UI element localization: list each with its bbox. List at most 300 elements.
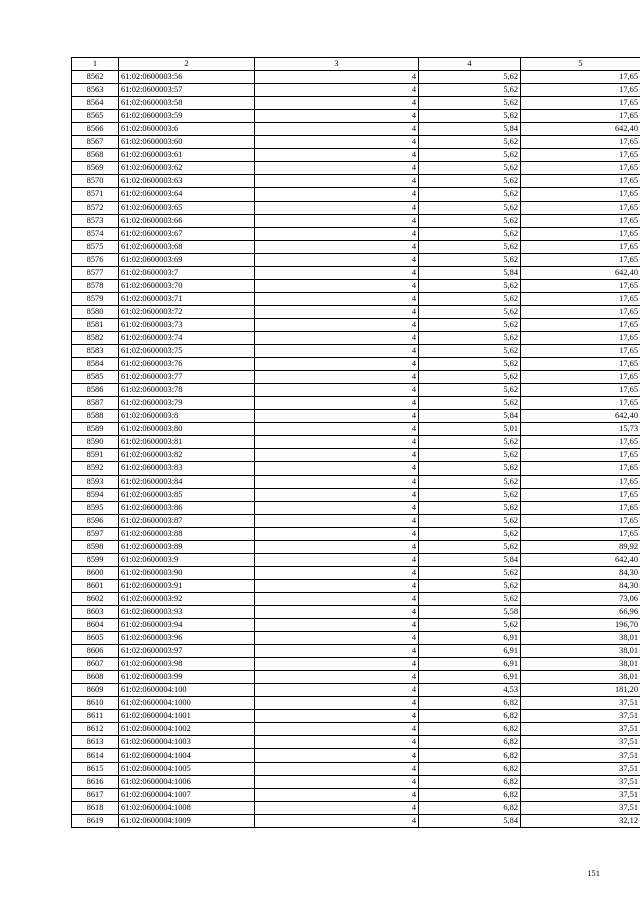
col4-cell: 6,82 <box>419 723 521 736</box>
table-row <box>72 331 640 344</box>
col3-cell: 4 <box>255 501 419 514</box>
col3-cell: 4 <box>255 162 419 175</box>
col5-cell: 17,65 <box>521 436 640 449</box>
col4-cell: 5,62 <box>419 253 521 266</box>
col4-cell: 5,84 <box>419 266 521 279</box>
cadastral-number-cell: 61:02:0600004:1008 <box>119 801 255 814</box>
row-number-cell: 8619 <box>72 814 119 827</box>
cadastral-number-cell: 61:02:0600003:68 <box>119 240 255 253</box>
col4-cell: 5,62 <box>419 579 521 592</box>
col5-cell: 17,65 <box>521 214 640 227</box>
col5-cell: 37,51 <box>521 749 640 762</box>
col3-cell: 4 <box>255 110 419 123</box>
table-row <box>72 749 640 762</box>
table-row <box>72 214 640 227</box>
col4-cell: 5,62 <box>419 71 521 84</box>
col5-cell: 17,65 <box>521 305 640 318</box>
col4-cell: 5,62 <box>419 84 521 97</box>
col3-cell: 4 <box>255 736 419 749</box>
col3-cell: 4 <box>255 762 419 775</box>
col4-cell: 5,62 <box>419 175 521 188</box>
row-number-cell: 8616 <box>72 775 119 788</box>
col5-cell: 642,40 <box>521 553 640 566</box>
row-number-cell: 8568 <box>72 149 119 162</box>
col4-cell: 6,91 <box>419 658 521 671</box>
row-number-cell: 8597 <box>72 527 119 540</box>
cadastral-number-cell: 61:02:0600003:96 <box>119 632 255 645</box>
col3-cell: 4 <box>255 488 419 501</box>
col5-cell: 17,65 <box>521 188 640 201</box>
cadastral-number-cell: 61:02:0600004:1003 <box>119 736 255 749</box>
cadastral-number-cell: 61:02:0600004:1001 <box>119 710 255 723</box>
table-row <box>72 136 640 149</box>
col4-cell: 5,62 <box>419 619 521 632</box>
col3-cell: 4 <box>255 462 419 475</box>
row-number-cell: 8606 <box>72 645 119 658</box>
cadastral-number-cell: 61:02:0600004:1002 <box>119 723 255 736</box>
cadastral-number-cell: 61:02:0600003:94 <box>119 619 255 632</box>
col5-cell: 17,65 <box>521 227 640 240</box>
col3-cell: 4 <box>255 671 419 684</box>
col4-cell: 6,91 <box>419 632 521 645</box>
col3-cell: 4 <box>255 71 419 84</box>
col5-cell: 17,65 <box>521 136 640 149</box>
cadastral-number-cell: 61:02:0600003:8 <box>119 410 255 423</box>
cadastral-number-cell: 61:02:0600003:78 <box>119 384 255 397</box>
row-number-cell: 8598 <box>72 540 119 553</box>
row-number-cell: 8562 <box>72 71 119 84</box>
row-number-cell: 8610 <box>72 697 119 710</box>
table-row <box>72 645 640 658</box>
row-number-cell: 8577 <box>72 266 119 279</box>
col3-cell: 4 <box>255 136 419 149</box>
col5-cell: 17,65 <box>521 149 640 162</box>
col3-cell: 4 <box>255 658 419 671</box>
col4-cell: 5,62 <box>419 149 521 162</box>
col5-cell: 89,92 <box>521 540 640 553</box>
header-cell-col1: 1 <box>72 58 119 71</box>
col3-cell: 4 <box>255 227 419 240</box>
col4-cell: 5,62 <box>419 449 521 462</box>
table-row <box>72 540 640 553</box>
table-row <box>72 305 640 318</box>
col5-cell: 196,70 <box>521 619 640 632</box>
cadastral-number-cell: 61:02:0600003:61 <box>119 149 255 162</box>
col4-cell: 6,91 <box>419 645 521 658</box>
row-number-cell: 8607 <box>72 658 119 671</box>
table-row <box>72 605 640 618</box>
col5-cell: 37,51 <box>521 736 640 749</box>
cadastral-number-cell: 61:02:0600003:85 <box>119 488 255 501</box>
col3-cell: 4 <box>255 475 419 488</box>
col3-cell: 4 <box>255 605 419 618</box>
col3-cell: 4 <box>255 397 419 410</box>
row-number-cell: 8573 <box>72 214 119 227</box>
col5-cell: 17,65 <box>521 292 640 305</box>
table-row <box>72 266 640 279</box>
col4-cell: 5,62 <box>419 345 521 358</box>
table-row <box>72 436 640 449</box>
row-number-cell: 8612 <box>72 723 119 736</box>
row-number-cell: 8611 <box>72 710 119 723</box>
header-row <box>72 58 640 71</box>
cadastral-number-cell: 61:02:0600003:93 <box>119 605 255 618</box>
cadastral-number-cell: 61:02:0600003:73 <box>119 318 255 331</box>
table-row <box>72 697 640 710</box>
col3-cell: 4 <box>255 527 419 540</box>
row-number-cell: 8567 <box>72 136 119 149</box>
col4-cell: 4,53 <box>419 684 521 697</box>
col5-cell: 17,65 <box>521 201 640 214</box>
col5-cell: 17,65 <box>521 449 640 462</box>
col5-cell: 17,65 <box>521 384 640 397</box>
row-number-cell: 8617 <box>72 788 119 801</box>
table-row <box>72 345 640 358</box>
cadastral-number-cell: 61:02:0600003:72 <box>119 305 255 318</box>
table-row <box>72 97 640 110</box>
col5-cell: 642,40 <box>521 266 640 279</box>
col3-cell: 4 <box>255 292 419 305</box>
cadastral-number-cell: 61:02:0600003:76 <box>119 358 255 371</box>
col3-cell: 4 <box>255 410 419 423</box>
header-cell-col3: 3 <box>255 58 419 71</box>
col4-cell: 6,82 <box>419 697 521 710</box>
col4-cell: 5,62 <box>419 566 521 579</box>
col5-cell: 17,65 <box>521 527 640 540</box>
col3-cell: 4 <box>255 449 419 462</box>
col5-cell: 32,12 <box>521 814 640 827</box>
col4-cell: 6,82 <box>419 775 521 788</box>
cadastral-number-cell: 61:02:0600003:84 <box>119 475 255 488</box>
row-number-cell: 8574 <box>72 227 119 240</box>
table-body <box>72 71 640 828</box>
col3-cell: 4 <box>255 201 419 214</box>
col4-cell: 5,84 <box>419 410 521 423</box>
col5-cell: 17,65 <box>521 331 640 344</box>
col3-cell: 4 <box>255 540 419 553</box>
row-number-cell: 8602 <box>72 592 119 605</box>
cadastral-number-cell: 61:02:0600003:9 <box>119 553 255 566</box>
col4-cell: 5,84 <box>419 553 521 566</box>
col4-cell: 6,82 <box>419 788 521 801</box>
col4-cell: 5,62 <box>419 592 521 605</box>
cadastral-number-cell: 61:02:0600004:1004 <box>119 749 255 762</box>
row-number-cell: 8564 <box>72 97 119 110</box>
row-number-cell: 8584 <box>72 358 119 371</box>
row-number-cell: 8583 <box>72 345 119 358</box>
col3-cell: 4 <box>255 371 419 384</box>
cadastral-number-cell: 61:02:0600003:80 <box>119 423 255 436</box>
col3-cell: 4 <box>255 318 419 331</box>
col5-cell: 84,30 <box>521 566 640 579</box>
row-number-cell: 8590 <box>72 436 119 449</box>
table-row <box>72 384 640 397</box>
col5-cell: 37,51 <box>521 697 640 710</box>
row-number-cell: 8576 <box>72 253 119 266</box>
table-row <box>72 736 640 749</box>
col4-cell: 5,01 <box>419 423 521 436</box>
row-number-cell: 8614 <box>72 749 119 762</box>
col5-cell: 17,65 <box>521 97 640 110</box>
col3-cell: 4 <box>255 123 419 136</box>
row-number-cell: 8572 <box>72 201 119 214</box>
col4-cell: 5,62 <box>419 162 521 175</box>
table-row <box>72 475 640 488</box>
col5-cell: 17,65 <box>521 162 640 175</box>
col3-cell: 4 <box>255 358 419 371</box>
row-number-cell: 8603 <box>72 605 119 618</box>
col3-cell: 4 <box>255 579 419 592</box>
col5-cell: 642,40 <box>521 410 640 423</box>
col5-cell: 66,96 <box>521 605 640 618</box>
col5-cell: 17,65 <box>521 240 640 253</box>
col3-cell: 4 <box>255 645 419 658</box>
col5-cell: 17,65 <box>521 462 640 475</box>
col5-cell: 17,65 <box>521 501 640 514</box>
col3-cell: 4 <box>255 775 419 788</box>
col3-cell: 4 <box>255 253 419 266</box>
cadastral-number-cell: 61:02:0600003:60 <box>119 136 255 149</box>
col3-cell: 4 <box>255 749 419 762</box>
cadastral-number-cell: 61:02:0600003:56 <box>119 71 255 84</box>
row-number-cell: 8615 <box>72 762 119 775</box>
cadastral-number-cell: 61:02:0600003:65 <box>119 201 255 214</box>
cadastral-number-cell: 61:02:0600003:6 <box>119 123 255 136</box>
table-header <box>72 58 640 71</box>
col4-cell: 5,62 <box>419 318 521 331</box>
col3-cell: 4 <box>255 514 419 527</box>
cadastral-number-cell: 61:02:0600004:1009 <box>119 814 255 827</box>
row-number-cell: 8569 <box>72 162 119 175</box>
col3-cell: 4 <box>255 149 419 162</box>
row-number-cell: 8565 <box>72 110 119 123</box>
table-row <box>72 553 640 566</box>
cadastral-number-cell: 61:02:0600003:59 <box>119 110 255 123</box>
table-row <box>72 592 640 605</box>
col4-cell: 5,62 <box>419 201 521 214</box>
row-number-cell: 8589 <box>72 423 119 436</box>
cadastral-number-cell: 61:02:0600003:67 <box>119 227 255 240</box>
col3-cell: 4 <box>255 710 419 723</box>
cadastral-number-cell: 61:02:0600003:71 <box>119 292 255 305</box>
cadastral-number-cell: 61:02:0600003:83 <box>119 462 255 475</box>
cadastral-number-cell: 61:02:0600003:86 <box>119 501 255 514</box>
cadastral-number-cell: 61:02:0600003:81 <box>119 436 255 449</box>
cadastral-number-cell: 61:02:0600003:64 <box>119 188 255 201</box>
col5-cell: 15,73 <box>521 423 640 436</box>
row-number-cell: 8566 <box>72 123 119 136</box>
row-number-cell: 8575 <box>72 240 119 253</box>
col3-cell: 4 <box>255 188 419 201</box>
col3-cell: 4 <box>255 632 419 645</box>
table-row <box>72 814 640 827</box>
cadastral-number-cell: 61:02:0600003:79 <box>119 397 255 410</box>
col3-cell: 4 <box>255 788 419 801</box>
table-row <box>72 162 640 175</box>
cadastral-number-cell: 61:02:0600003:99 <box>119 671 255 684</box>
col3-cell: 4 <box>255 436 419 449</box>
col5-cell: 37,51 <box>521 723 640 736</box>
col4-cell: 5,62 <box>419 540 521 553</box>
cadastral-number-cell: 61:02:0600003:91 <box>119 579 255 592</box>
col3-cell: 4 <box>255 84 419 97</box>
row-number-cell: 8585 <box>72 371 119 384</box>
col4-cell: 5,62 <box>419 436 521 449</box>
col4-cell: 5,58 <box>419 605 521 618</box>
col5-cell: 37,51 <box>521 788 640 801</box>
row-number-cell: 8595 <box>72 501 119 514</box>
col4-cell: 5,62 <box>419 358 521 371</box>
col5-cell: 37,51 <box>521 710 640 723</box>
cadastral-number-cell: 61:02:0600003:82 <box>119 449 255 462</box>
col4-cell: 5,62 <box>419 462 521 475</box>
col3-cell: 4 <box>255 384 419 397</box>
table-row <box>72 84 640 97</box>
table-row <box>72 358 640 371</box>
cadastral-number-cell: 61:02:0600004:1005 <box>119 762 255 775</box>
col5-cell: 84,30 <box>521 579 640 592</box>
cadastral-number-cell: 61:02:0600004:1000 <box>119 697 255 710</box>
cadastral-number-cell: 61:02:0600003:87 <box>119 514 255 527</box>
col5-cell: 642,40 <box>521 123 640 136</box>
col5-cell: 17,65 <box>521 475 640 488</box>
col4-cell: 5,62 <box>419 110 521 123</box>
row-number-cell: 8596 <box>72 514 119 527</box>
col4-cell: 5,62 <box>419 527 521 540</box>
cadastral-number-cell: 61:02:0600003:62 <box>119 162 255 175</box>
row-number-cell: 8571 <box>72 188 119 201</box>
row-number-cell: 8594 <box>72 488 119 501</box>
table-row <box>72 110 640 123</box>
col5-cell: 17,65 <box>521 488 640 501</box>
col5-cell: 37,51 <box>521 775 640 788</box>
cadastral-number-cell: 61:02:0600004:1006 <box>119 775 255 788</box>
table-row <box>72 279 640 292</box>
col5-cell: 17,65 <box>521 253 640 266</box>
cadastral-number-cell: 61:02:0600003:97 <box>119 645 255 658</box>
row-number-cell: 8581 <box>72 318 119 331</box>
cadastral-number-cell: 61:02:0600003:70 <box>119 279 255 292</box>
header-cell-col2: 2 <box>119 58 255 71</box>
col4-cell: 5,62 <box>419 214 521 227</box>
row-number-cell: 8601 <box>72 579 119 592</box>
table-row <box>72 410 640 423</box>
cadastral-number-cell: 61:02:0600003:77 <box>119 371 255 384</box>
col4-cell: 5,62 <box>419 188 521 201</box>
cadastral-number-cell: 61:02:0600004:100 <box>119 684 255 697</box>
cadastral-number-cell: 61:02:0600003:57 <box>119 84 255 97</box>
table-row <box>72 684 640 697</box>
col4-cell: 5,62 <box>419 240 521 253</box>
col5-cell: 181,20 <box>521 684 640 697</box>
col5-cell: 38,01 <box>521 671 640 684</box>
col4-cell: 5,62 <box>419 331 521 344</box>
row-number-cell: 8563 <box>72 84 119 97</box>
col5-cell: 17,65 <box>521 175 640 188</box>
col5-cell: 17,65 <box>521 345 640 358</box>
col3-cell: 4 <box>255 553 419 566</box>
col3-cell: 4 <box>255 214 419 227</box>
col5-cell: 17,65 <box>521 397 640 410</box>
table-row <box>72 801 640 814</box>
cadastral-number-cell: 61:02:0600003:89 <box>119 540 255 553</box>
cadastral-number-cell: 61:02:0600003:58 <box>119 97 255 110</box>
table-row <box>72 488 640 501</box>
col5-cell: 38,01 <box>521 658 640 671</box>
table-row <box>72 227 640 240</box>
table-row <box>72 149 640 162</box>
table-row <box>72 788 640 801</box>
table-row <box>72 632 640 645</box>
table-row <box>72 762 640 775</box>
cadastral-number-cell: 61:02:0600003:66 <box>119 214 255 227</box>
table-row <box>72 579 640 592</box>
row-number-cell: 8599 <box>72 553 119 566</box>
col3-cell: 4 <box>255 423 419 436</box>
col5-cell: 17,65 <box>521 358 640 371</box>
cadastral-number-cell: 61:02:0600003:92 <box>119 592 255 605</box>
col4-cell: 5,62 <box>419 384 521 397</box>
col5-cell: 17,65 <box>521 110 640 123</box>
col3-cell: 4 <box>255 175 419 188</box>
table-row <box>72 710 640 723</box>
col4-cell: 5,62 <box>419 305 521 318</box>
table-row <box>72 175 640 188</box>
table-row <box>72 619 640 632</box>
col4-cell: 5,62 <box>419 136 521 149</box>
col3-cell: 4 <box>255 279 419 292</box>
table-row <box>72 775 640 788</box>
cadastral-number-cell: 61:02:0600003:74 <box>119 331 255 344</box>
table-row <box>72 318 640 331</box>
col4-cell: 6,82 <box>419 801 521 814</box>
col4-cell: 6,82 <box>419 749 521 762</box>
col4-cell: 6,82 <box>419 736 521 749</box>
header-cell-col5: 5 <box>521 58 640 71</box>
col4-cell: 5,62 <box>419 397 521 410</box>
table-row <box>72 527 640 540</box>
row-number-cell: 8609 <box>72 684 119 697</box>
row-number-cell: 8613 <box>72 736 119 749</box>
row-number-cell: 8605 <box>72 632 119 645</box>
row-number-cell: 8618 <box>72 801 119 814</box>
row-number-cell: 8591 <box>72 449 119 462</box>
col4-cell: 5,62 <box>419 488 521 501</box>
col3-cell: 4 <box>255 240 419 253</box>
row-number-cell: 8570 <box>72 175 119 188</box>
cadastral-number-cell: 61:02:0600003:63 <box>119 175 255 188</box>
col4-cell: 6,82 <box>419 762 521 775</box>
table-row <box>72 462 640 475</box>
col4-cell: 6,91 <box>419 671 521 684</box>
table-row <box>72 671 640 684</box>
col3-cell: 4 <box>255 97 419 110</box>
col4-cell: 5,84 <box>419 123 521 136</box>
col3-cell: 4 <box>255 305 419 318</box>
table-row <box>72 253 640 266</box>
col4-cell: 5,62 <box>419 475 521 488</box>
col4-cell: 5,62 <box>419 501 521 514</box>
cadastral-number-cell: 61:02:0600003:69 <box>119 253 255 266</box>
row-number-cell: 8588 <box>72 410 119 423</box>
table-row <box>72 423 640 436</box>
table-row <box>72 201 640 214</box>
table-row <box>72 658 640 671</box>
col5-cell: 37,51 <box>521 801 640 814</box>
table-row <box>72 397 640 410</box>
col3-cell: 4 <box>255 592 419 605</box>
cadastral-number-cell: 61:02:0600003:88 <box>119 527 255 540</box>
